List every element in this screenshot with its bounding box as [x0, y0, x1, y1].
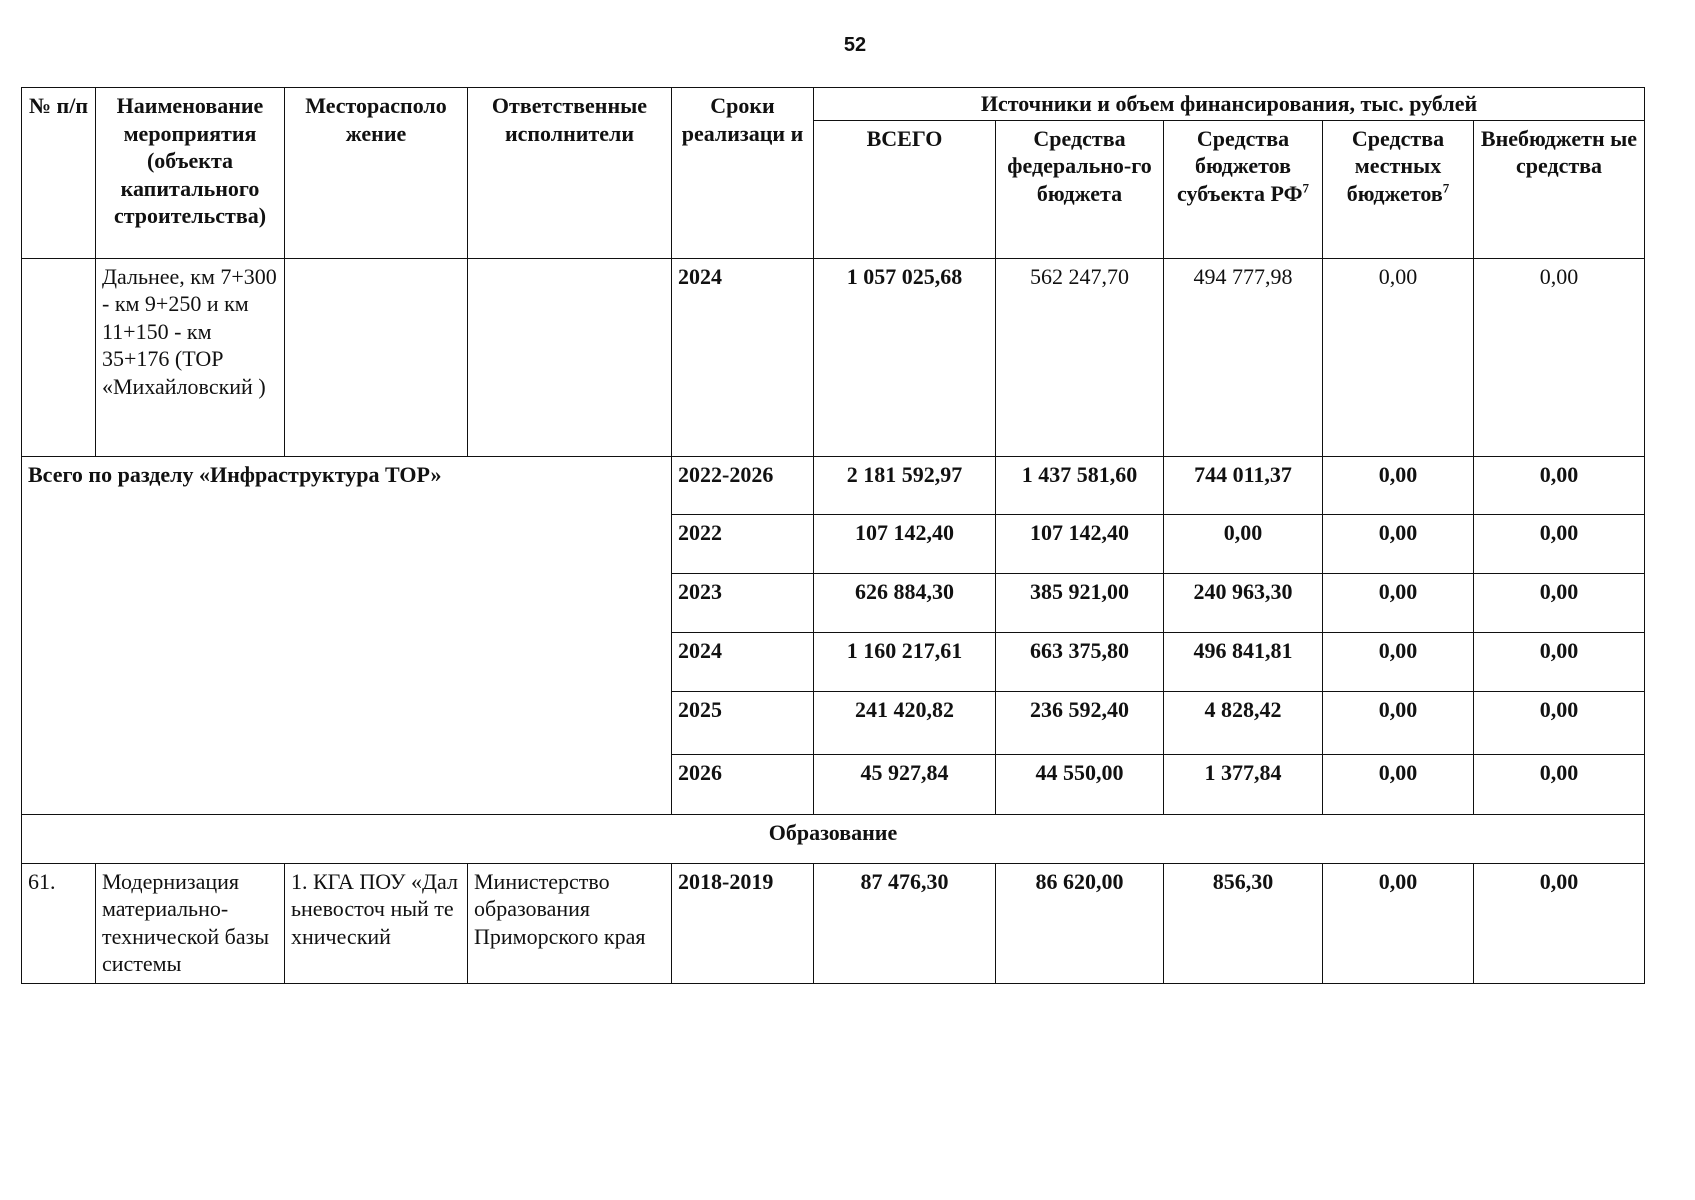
header-federal: Средства федерально-го бюджета	[996, 120, 1164, 258]
financing-table	[21, 87, 1645, 984]
cell-local: 0,00	[1323, 632, 1474, 691]
cell-period: 2018-2019	[672, 863, 814, 983]
cell-regional: 0,00	[1164, 514, 1323, 573]
cell-federal: 562 247,70	[996, 258, 1164, 456]
cell-extra: 0,00	[1474, 258, 1645, 456]
header-sources: Источники и объем финансирования, тыс. рублей	[814, 88, 1645, 121]
cell-extra: 0,00	[1474, 456, 1645, 514]
cell-total: 2 181 592,97	[814, 456, 996, 514]
header-local	[1323, 120, 1474, 258]
cell-period: 2024	[672, 258, 814, 456]
page-number: 52	[843, 34, 867, 56]
header-period: Сроки реализаци и	[672, 88, 814, 259]
header-row-1	[22, 88, 1645, 121]
cell-local: 0,00	[1323, 258, 1474, 456]
cell-extra: 0,00	[1474, 573, 1645, 632]
table-row	[22, 863, 1645, 983]
cell-extra: 0,00	[1474, 754, 1645, 814]
cell-regional: 744 011,37	[1164, 456, 1323, 514]
cell-regional: 4 828,42	[1164, 691, 1323, 754]
cell-period: 2022-2026	[672, 456, 814, 514]
cell-local: 0,00	[1323, 754, 1474, 814]
cell-local: 0,00	[1323, 514, 1474, 573]
cell-local: 0,00	[1323, 863, 1474, 983]
cell-responsible	[468, 258, 672, 456]
header-name: Наименование мероприятия (объекта капитального строительства)	[96, 88, 285, 259]
cell-extra: 0,00	[1474, 691, 1645, 754]
cell-total: 45 927,84	[814, 754, 996, 814]
header-responsible: Ответственные исполнители	[468, 88, 672, 259]
cell-location	[285, 258, 468, 456]
cell-period: 2024	[672, 632, 814, 691]
cell-regional: 1 377,84	[1164, 754, 1323, 814]
header-extra: Внебюджетн ые средства	[1474, 120, 1645, 258]
cell-extra: 0,00	[1474, 863, 1645, 983]
table-row	[22, 258, 1645, 456]
cell-federal: 236 592,40	[996, 691, 1164, 754]
cell-regional: 240 963,30	[1164, 573, 1323, 632]
header-num: № п/п	[22, 88, 96, 259]
cell-period: 2025	[672, 691, 814, 754]
cell-federal: 44 550,00	[996, 754, 1164, 814]
cell-responsible: Министерство образования Приморского края	[468, 863, 672, 983]
cell-federal: 663 375,80	[996, 632, 1164, 691]
header-local-footnote: 7	[1442, 180, 1450, 196]
cell-total: 1 160 217,61	[814, 632, 996, 691]
section-total-row	[22, 456, 1645, 514]
cell-total: 1 057 025,68	[814, 258, 996, 456]
cell-federal: 385 921,00	[996, 573, 1164, 632]
cell-regional: 496 841,81	[1164, 632, 1323, 691]
cell-num	[22, 258, 96, 456]
cell-total: 626 884,30	[814, 573, 996, 632]
cell-name: Модернизация материально-технической базы системы	[96, 863, 285, 983]
section-heading: Образование	[22, 814, 1645, 863]
header-local-text: Средства местных бюджетов	[1346, 125, 1445, 206]
section-heading-row	[22, 814, 1645, 863]
cell-total: 107 142,40	[814, 514, 996, 573]
cell-location: 1. КГА ПОУ «Дальневосточ ный технический	[285, 863, 468, 983]
cell-local: 0,00	[1323, 573, 1474, 632]
cell-extra: 0,00	[1474, 514, 1645, 573]
cell-period: 2022	[672, 514, 814, 573]
cell-num: 61.	[22, 863, 96, 983]
header-regional	[1164, 120, 1323, 258]
header-regional-footnote: 7	[1302, 180, 1309, 196]
cell-federal: 107 142,40	[996, 514, 1164, 573]
cell-total: 87 476,30	[814, 863, 996, 983]
cell-federal: 1 437 581,60	[996, 456, 1164, 514]
header-total: ВСЕГО	[814, 120, 996, 258]
cell-extra: 0,00	[1474, 632, 1645, 691]
cell-period: 2026	[672, 754, 814, 814]
cell-local: 0,00	[1323, 691, 1474, 754]
cell-regional: 494 777,98	[1164, 258, 1323, 456]
cell-name: Дальнее, км 7+300 - км 9+250 и км 11+150 - км 35+176 (ТОР «Михайловский )	[96, 258, 285, 456]
section-total-label: Всего по разделу «Инфраструктура ТОР»	[22, 456, 672, 814]
cell-federal: 86 620,00	[996, 863, 1164, 983]
cell-total: 241 420,82	[814, 691, 996, 754]
cell-local: 0,00	[1323, 456, 1474, 514]
header-regional-text: Средства бюджетов субъекта РФ	[1177, 125, 1303, 206]
cell-period: 2023	[672, 573, 814, 632]
cell-regional: 856,30	[1164, 863, 1323, 983]
header-location: Месторасполо жение	[285, 88, 468, 259]
